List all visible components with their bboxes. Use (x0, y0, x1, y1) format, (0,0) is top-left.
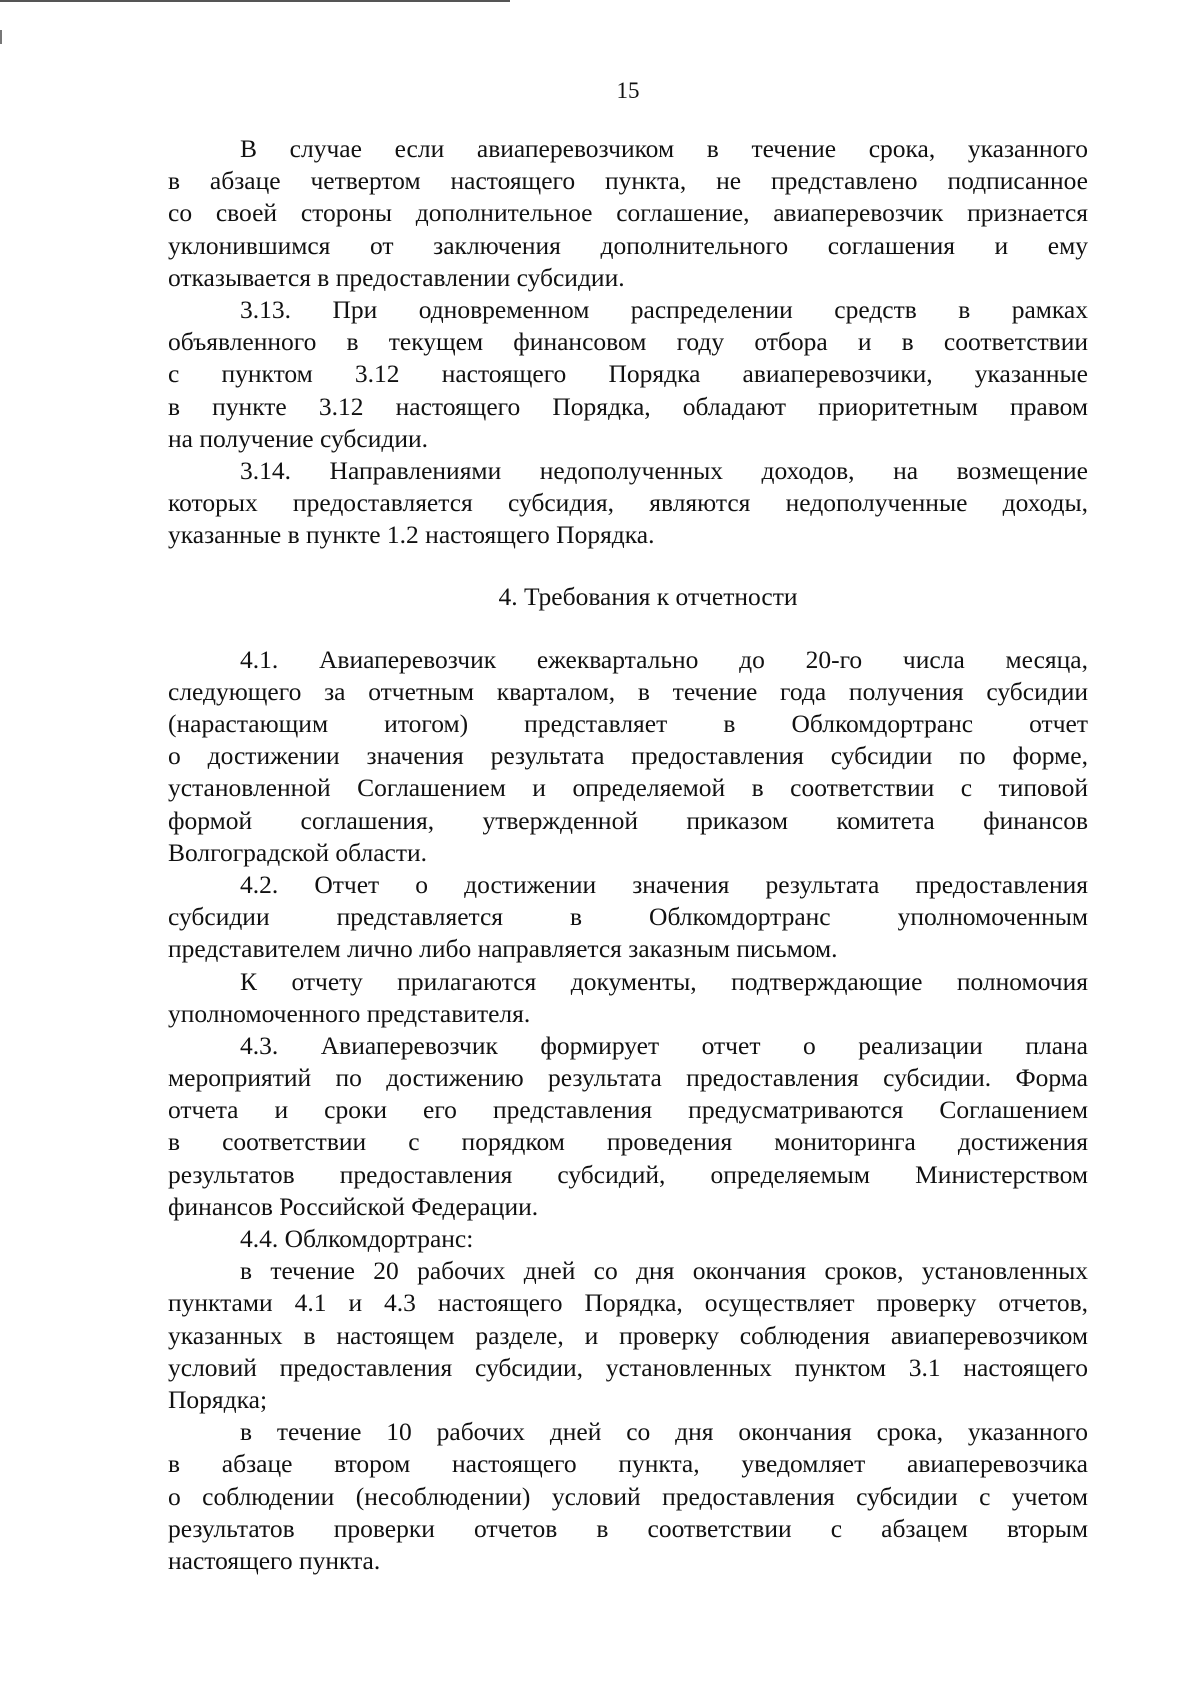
paragraph (168, 455, 1088, 552)
text-line: формой соглашения, утвержденной приказом комитета финансов (168, 805, 1088, 835)
text-line: которых предоставляется субсидия, являются недополученные доходы, (168, 488, 1088, 518)
text-line: указанных в настоящем разделе, и проверку соблюдения авиаперевозчиком (168, 1320, 1088, 1350)
text-line: в абзаце четвертом настоящего пункта, не представлено подписанное (168, 166, 1088, 196)
text-line: пунктами 4.1 и 4.3 настоящего Порядка, осуществляет проверку отчетов, (168, 1288, 1088, 1318)
paragraph (168, 1416, 1088, 1577)
paragraph (168, 1223, 1088, 1255)
text-line: отказывается в предоставлении субсидии. (168, 262, 625, 292)
text-line: уклонившимся от заключения дополнительного соглашения и ему (168, 230, 1088, 260)
text-line: 4.3. Авиаперевозчик формирует отчет о реализации плана (240, 1030, 1088, 1060)
text-line: результатов предоставления субсидий, определяемым Министерством (168, 1159, 1088, 1189)
paragraph (168, 1255, 1088, 1416)
text-line: финансов Российской Федерации. (168, 1191, 539, 1221)
text-line: результатов проверки отчетов в соответствии с абзацем вторым (168, 1513, 1088, 1543)
paragraph (168, 966, 1088, 1030)
paragraph (168, 133, 1088, 294)
text-line: мероприятий по достижению результата предоставления субсидии. Форма (168, 1063, 1088, 1093)
text-line: представителем лично либо направляется заказным письмом. (168, 934, 838, 964)
text-line: условий предоставления субсидии, установленных пунктом 3.1 настоящего (168, 1352, 1088, 1382)
text-line: 4.2. Отчет о достижении значения результата предоставления (240, 869, 1088, 899)
paragraph (168, 294, 1088, 455)
scan-artifact-edge (0, 30, 2, 44)
text-line: уполномоченного представителя. (168, 998, 531, 1028)
text-line: в течение 10 рабочих дней со дня окончания срока, указанного (240, 1417, 1088, 1447)
text-line: со своей стороны дополнительное соглашение, авиаперевозчик признается (168, 198, 1088, 228)
text-line: настоящего пункта. (168, 1545, 381, 1575)
text-line: 4.1. Авиаперевозчик ежеквартально до 20-го числа месяца, (240, 644, 1088, 674)
text-line: В случае если авиаперевозчиком в течение срока, указанного (240, 134, 1088, 163)
text-line: К отчету прилагаются документы, подтверждающие полномочия (240, 966, 1088, 996)
text-line: объявленного в текущем финансовом году отбора и в соответствии (168, 327, 1088, 357)
text-line: (нарастающим итогом) представляет в Облкомдортранс отчет (168, 709, 1088, 738)
page-number: 15 (616, 78, 640, 103)
text-line: субсидии представляется в Облкомдортранс уполномоченным (168, 902, 1088, 932)
paragraph (168, 1030, 1088, 1223)
text-line: 3.13. При одновременном распределении средств в рамках (240, 294, 1088, 324)
paragraph (168, 869, 1088, 966)
text-line: в течение 20 рабочих дней со дня окончания сроков, установленных (240, 1256, 1088, 1286)
text-line: Порядка; (168, 1384, 268, 1414)
text-line: установленной Соглашением и определяемой в соответствии с типовой (168, 773, 1088, 803)
document-body (168, 133, 1088, 1577)
text-line: указанные в пункте 1.2 настоящего Порядка. (168, 520, 655, 550)
text-line: с пунктом 3.12 настоящего Порядка авиаперевозчики, указанные (168, 359, 1088, 389)
section-heading: 4. Требования к отчетности (498, 582, 798, 612)
text-line: отчета и сроки его представления предусматриваются Соглашением (168, 1095, 1088, 1125)
scan-artifact-line (0, 0, 510, 2)
text-line: 4.4. Облкомдортранс: (240, 1224, 474, 1253)
text-line: 3.14. Направлениями недополученных доходов, на возмещение (240, 455, 1088, 485)
text-line: следующего за отчетным кварталом, в течение года получения субсидии (168, 676, 1088, 706)
text-line: о достижении значения результата предоставления субсидии по форме, (168, 741, 1088, 771)
text-line: в соответствии с порядком проведения мониторинга достижения (168, 1127, 1088, 1157)
text-line: на получение субсидии. (168, 423, 428, 453)
paragraph (168, 644, 1088, 869)
text-line: в абзаце втором настоящего пункта, уведомляет авиаперевозчика (168, 1449, 1088, 1479)
text-line: Волгоградской области. (168, 837, 428, 867)
text-line: о соблюдении (несоблюдении) условий предоставления субсидии с учетом (168, 1481, 1088, 1511)
text-line: в пункте 3.12 настоящего Порядка, обладают приоритетным правом (168, 391, 1088, 421)
